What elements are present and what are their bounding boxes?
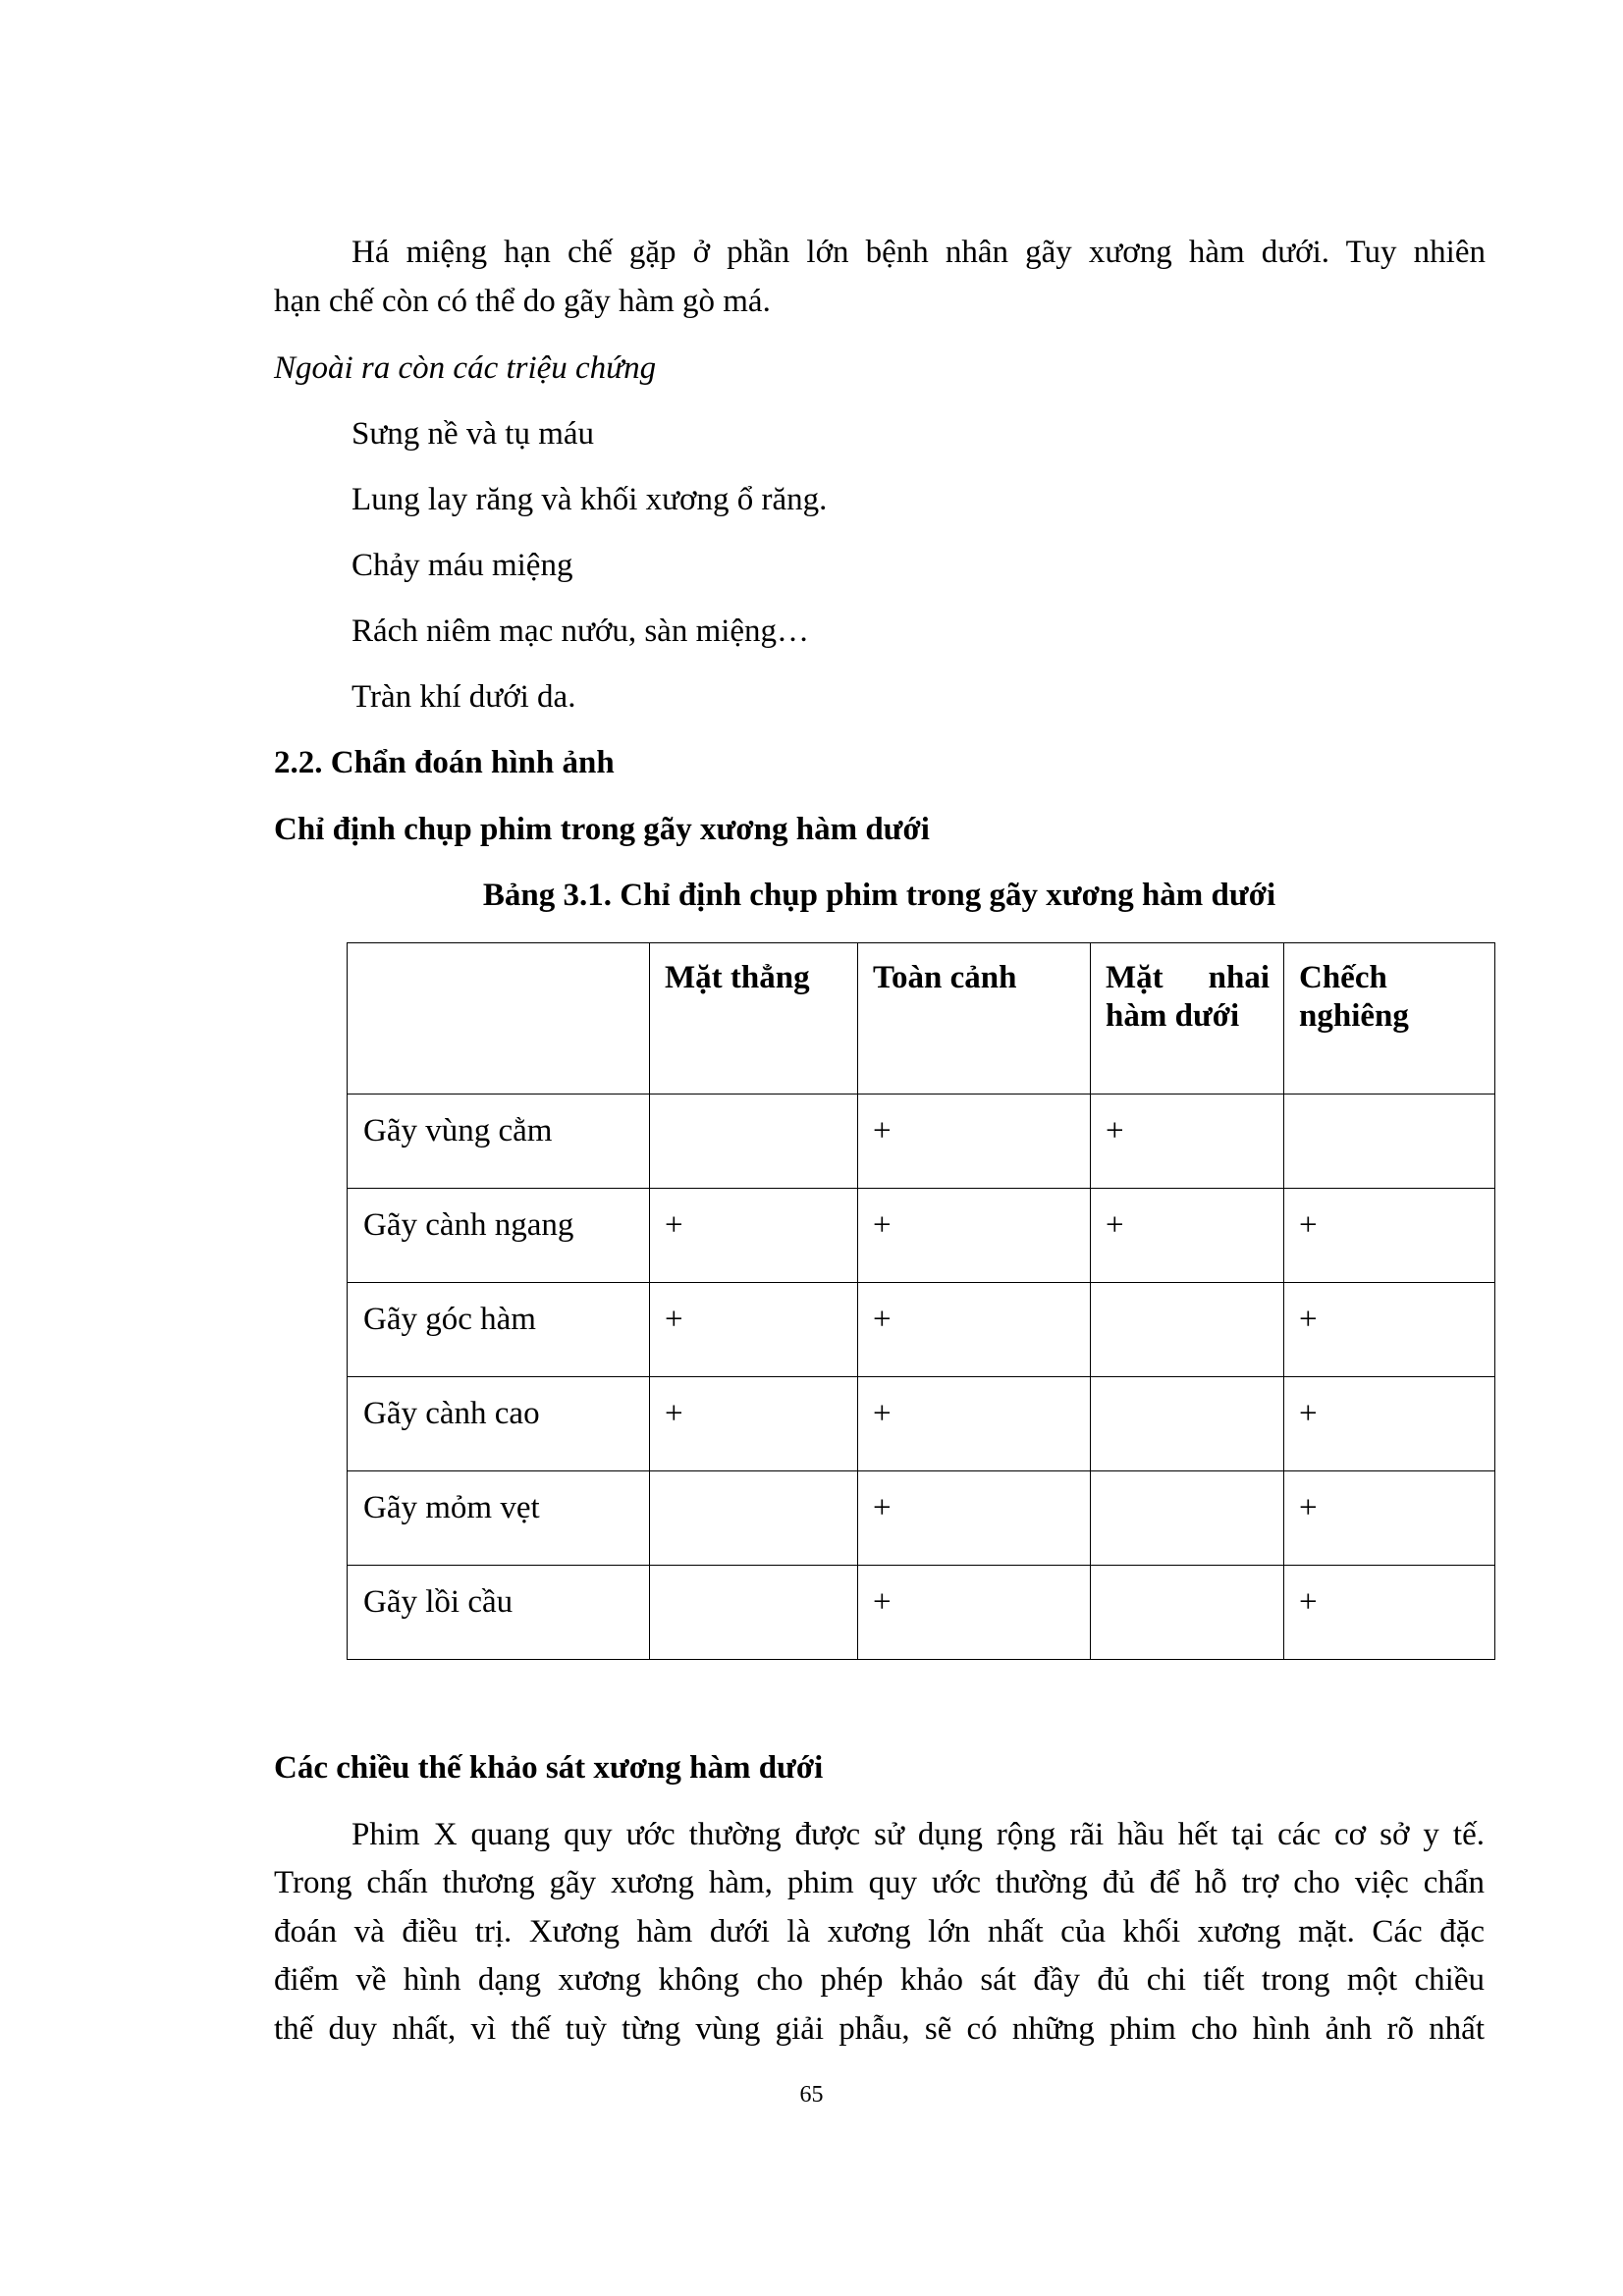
- table-cell: Gãy góc hàm: [348, 1283, 650, 1377]
- paragraph1-line2: hạn chế còn có thể do gãy hàm gò má.: [274, 284, 771, 319]
- symptom-item: Lung lay răng và khối xương ổ răng.: [352, 482, 828, 517]
- table-cell: +: [650, 1189, 858, 1283]
- paragraph2-line3: đoán và điều trị. Xương hàm dưới là xương lớn nhất của khối xương mặt. Các đặc: [274, 1914, 1485, 1949]
- table-row: [348, 1377, 1495, 1471]
- table-header-cell: [1284, 943, 1495, 1095]
- table-row: [348, 1189, 1495, 1283]
- paragraph2-line5: thế duy nhất, vì thế tuỳ từng vùng giải phẫu, sẽ có những phim cho hình ảnh rõ nhất: [274, 2011, 1485, 2047]
- table-caption: Bảng 3.1. Chỉ định chụp phim trong gãy xương hàm dưới: [482, 878, 1276, 913]
- table-cell: +: [858, 1471, 1091, 1566]
- table-header-cell: Toàn cảnh: [858, 943, 1091, 1095]
- symptom-item: Chảy máu miệng: [352, 548, 573, 583]
- paragraph2-line1: Phim X quang quy ước thường được sử dụng rộng rãi hầu hết tại các cơ sở y tế.: [352, 1817, 1485, 1852]
- table-cell: [650, 1095, 858, 1189]
- header-line: nghiêng: [1299, 997, 1409, 1034]
- table-cell: +: [858, 1283, 1091, 1377]
- table-cell: +: [1284, 1283, 1495, 1377]
- table-cell: +: [1091, 1189, 1284, 1283]
- paragraph2-line4: điểm về hình dạng xương không cho phép khảo sát đầy đủ chi tiết trong một chiều: [274, 1962, 1485, 1998]
- subsection-heading: Chỉ định chụp phim trong gãy xương hàm dưới: [274, 812, 930, 847]
- table-cell: Gãy cành ngang: [348, 1189, 650, 1283]
- table-cell: +: [1284, 1471, 1495, 1566]
- table-cell: [1091, 1566, 1284, 1660]
- table-cell: [650, 1471, 858, 1566]
- symptom-item: Tràn khí dưới da.: [352, 679, 576, 715]
- header-line: Chếch: [1299, 960, 1387, 995]
- table-cell: [1284, 1095, 1495, 1189]
- table-header-row: [348, 943, 1495, 1095]
- table-cell: +: [650, 1377, 858, 1471]
- table-cell: Gãy vùng cằm: [348, 1095, 650, 1189]
- symptom-item: Sưng nề và tụ máu: [352, 416, 595, 452]
- indication-table: [347, 942, 1495, 1660]
- table-row: [348, 1566, 1495, 1660]
- table-header-cell: [1091, 943, 1284, 1095]
- section-heading: 2.2. Chẩn đoán hình ảnh: [274, 745, 615, 780]
- table-cell: +: [858, 1189, 1091, 1283]
- table-cell: [1091, 1377, 1284, 1471]
- table-header-cell: Mặt thẳng: [650, 943, 858, 1095]
- table-cell: +: [1284, 1377, 1495, 1471]
- table-row: [348, 1471, 1495, 1566]
- table-cell: Gãy mỏm vẹt: [348, 1471, 650, 1566]
- table-cell: +: [650, 1283, 858, 1377]
- table-cell: Gãy lồi cầu: [348, 1566, 650, 1660]
- table-cell: +: [858, 1377, 1091, 1471]
- table-row: [348, 1283, 1495, 1377]
- table-cell: Gãy cành cao: [348, 1377, 650, 1471]
- page-number: 65: [799, 2082, 824, 2108]
- table-cell: +: [1091, 1095, 1284, 1189]
- table-cell: [650, 1566, 858, 1660]
- table-cell: +: [1284, 1566, 1495, 1660]
- table-cell: +: [858, 1095, 1091, 1189]
- header-line: hàm dưới: [1106, 997, 1240, 1034]
- table-cell: +: [1284, 1189, 1495, 1283]
- subsection2-heading: Các chiều thế khảo sát xương hàm dưới: [274, 1750, 824, 1786]
- symptom-item: Rách niêm mạc nướu, sàn miệng…: [352, 614, 810, 649]
- table-cell: +: [858, 1566, 1091, 1660]
- paragraph2-line2: Trong chấn thương gãy xương hàm, phim quy ước thường đủ để hỗ trợ cho việc chẩn: [274, 1865, 1485, 1900]
- other-symptoms-heading: Ngoài ra còn các triệu chứng: [274, 350, 657, 386]
- header-line: Mặt nhai: [1106, 960, 1270, 995]
- table-cell: [1091, 1471, 1284, 1566]
- paragraph1-line1: Há miệng hạn chế gặp ở phần lớn bệnh nhân gãy xương hàm dưới. Tuy nhiên: [352, 235, 1486, 270]
- table-cell: [1091, 1283, 1284, 1377]
- table-header-cell: [348, 943, 650, 1095]
- table-row: [348, 1095, 1495, 1189]
